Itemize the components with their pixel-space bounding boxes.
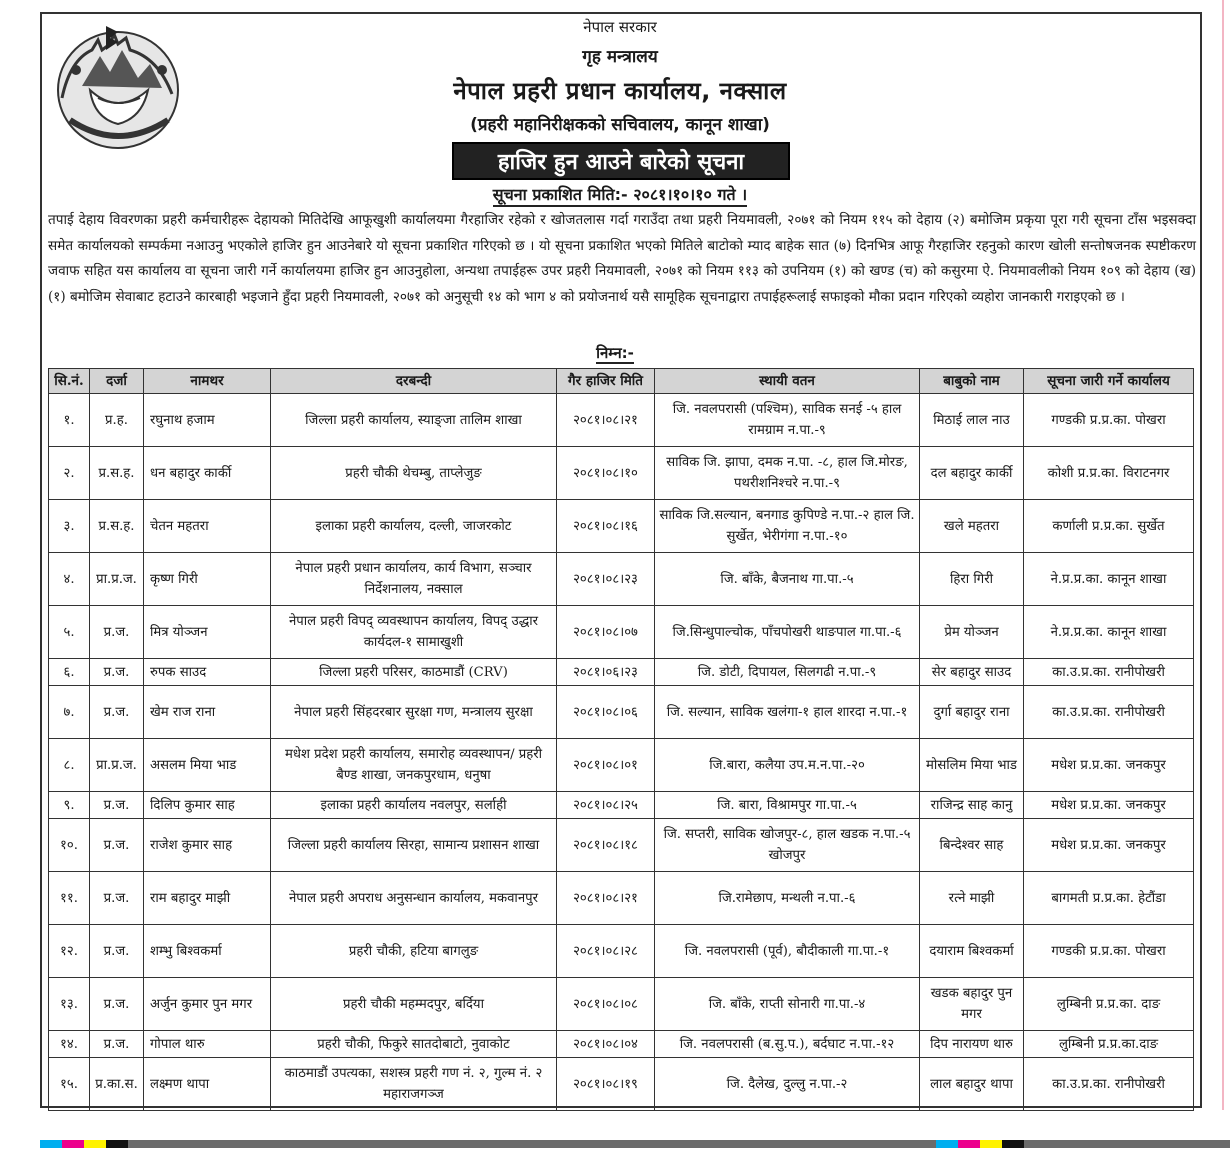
table-cell: खडक बहादुर पुन मगर <box>920 978 1024 1031</box>
list-label <box>0 343 1230 363</box>
table-cell: हिरा गिरी <box>920 553 1024 606</box>
table-cell: ने.प्र.प्र.का. कानून शाखा <box>1024 606 1194 659</box>
ministry-label: गृह मन्त्रालय <box>582 47 658 67</box>
table-cell: जिल्ला प्रहरी परिसर, काठमाडौं (CRV) <box>271 659 557 686</box>
table-cell: १४. <box>49 1031 90 1058</box>
table-cell: नेपाल प्रहरी विपद् व्यवस्थापन कार्यालय, विपद् उद्धार कार्यदल-१ सामाखुशी <box>271 606 557 659</box>
table-row <box>49 978 1194 1031</box>
table-row <box>49 659 1194 686</box>
table-cell: रत्ने माझी <box>920 872 1024 925</box>
color-swatch <box>40 1140 62 1148</box>
table-cell: सेर बहादुर साउद <box>920 659 1024 686</box>
table-cell: कोशी प्र.प्र.का. विराटनगर <box>1024 447 1194 500</box>
absentee-table <box>48 368 1194 1111</box>
table-cell: जि.सिन्धुपाल्चोक, पाँचपोखरी थाङपाल गा.पा.-६ <box>655 606 920 659</box>
table-row <box>49 819 1194 872</box>
table-cell: ९. <box>49 792 90 819</box>
table-cell: प्र.ह. <box>90 394 144 447</box>
table-cell: प्र.ज. <box>90 659 144 686</box>
office-subheading: (प्रहरी महानिरीक्षकको सचिवालय, कानून शाखा) <box>470 115 770 135</box>
table-cell: प्र.ज. <box>90 1031 144 1058</box>
table-cell: साविक जि. झापा, दमक न.पा. -८, हाल जि.मोरङ, पथरीशनिश्चरे न.पा.-९ <box>655 447 920 500</box>
table-cell: प्र.ज. <box>90 792 144 819</box>
color-swatch <box>980 1140 1002 1148</box>
table-cell: का.उ.प्र.का. रानीपोखरी <box>1024 1058 1194 1111</box>
table-cell: गण्डकी प्र.प्र.का. पोखरा <box>1024 394 1194 447</box>
table-cell: राजिन्द्र साह कानु <box>920 792 1024 819</box>
color-swatch <box>958 1140 980 1148</box>
office-title: नेपाल प्रहरी प्रधान कार्यालय, नक्साल <box>453 77 787 105</box>
table-cell: दिप नारायण थारु <box>920 1031 1024 1058</box>
table-header-row <box>49 369 1194 394</box>
nepal-emblem-icon <box>52 20 184 156</box>
table-cell: जि.रामेछाप, मन्थली न.पा.-६ <box>655 872 920 925</box>
table-cell: नेपाल प्रहरी सिंहदरबार सुरक्षा गण, मन्त्रालय सुरक्षा <box>271 686 557 739</box>
notice-title: हाजिर हुन आउने बारेको सूचना <box>452 142 790 180</box>
table-cell: जि. नवलपरासी (पूर्व), बौदीकाली गा.पा.-१ <box>655 925 920 978</box>
table-cell: मधेश प्र.प्र.का. जनकपुर <box>1024 819 1194 872</box>
table-cell: २०८१।०८।२५ <box>557 792 655 819</box>
table-cell: साविक जि.सल्यान, बनगाड कुपिण्डे न.पा.-२ हाल जि. सुर्खेत, भेरीगंगा न.पा.-१० <box>655 500 920 553</box>
grey-print-bar <box>128 1140 936 1148</box>
table-cell: २०८१।०८।०१ <box>557 739 655 792</box>
table-cell: दल बहादुर कार्की <box>920 447 1024 500</box>
table-cell: प्र.ज. <box>90 978 144 1031</box>
table-cell: प्रा.प्र.ज. <box>90 553 144 606</box>
table-cell: धन बहादुर कार्की <box>144 447 271 500</box>
table-row <box>49 792 1194 819</box>
table-cell: दयाराम बिश्वकर्मा <box>920 925 1024 978</box>
table-cell: प्र.ज. <box>90 925 144 978</box>
table-cell: प्र.ज. <box>90 819 144 872</box>
table-cell: लक्ष्मण थापा <box>144 1058 271 1111</box>
table-cell: गण्डकी प्र.प्र.का. पोखरा <box>1024 925 1194 978</box>
table-cell: अर्जुन कुमार पुन मगर <box>144 978 271 1031</box>
table-cell: ४. <box>49 553 90 606</box>
table-cell: २०८१।०६।२३ <box>557 659 655 686</box>
column-header: सि.नं. <box>49 369 90 394</box>
table-cell: लुम्बिनी प्र.प्र.का.दाङ <box>1024 1031 1194 1058</box>
color-swatch <box>84 1140 106 1148</box>
table-cell: प्रहरी चौकी, हटिया बागलुङ <box>271 925 557 978</box>
table-cell: राजेश कुमार साह <box>144 819 271 872</box>
table-row <box>49 686 1194 739</box>
table-cell: मोसलिम मिया भाड <box>920 739 1024 792</box>
table-cell: २०८१।०८।१६ <box>557 500 655 553</box>
government-label: नेपाल सरकार <box>583 18 657 36</box>
table-cell: जि. डोटी, दिपायल, सिलगढी न.पा.-९ <box>655 659 920 686</box>
table-cell: ८. <box>49 739 90 792</box>
table-cell: जि. दैलेख, दुल्लु न.पा.-२ <box>655 1058 920 1111</box>
table-cell: गोपाल थारु <box>144 1031 271 1058</box>
column-header: स्थायी वतन <box>655 369 920 394</box>
table-cell: ७. <box>49 686 90 739</box>
table-row <box>49 447 1194 500</box>
table-cell: जि. सल्यान, साविक खलंगा-१ हाल शारदा न.पा.-१ <box>655 686 920 739</box>
table-cell: इलाका प्रहरी कार्यालय नवलपुर, सर्लाही <box>271 792 557 819</box>
table-cell: ६. <box>49 659 90 686</box>
column-header: दरबन्दी <box>271 369 557 394</box>
table-cell: प्र.ज. <box>90 686 144 739</box>
table-cell: राम बहादुर माझी <box>144 872 271 925</box>
table-cell: मिठाई लाल नाउ <box>920 394 1024 447</box>
table-cell: नेपाल प्रहरी प्रधान कार्यालय, कार्य विभाग, सञ्चार निर्देशनालय, नक्साल <box>271 553 557 606</box>
column-header: सूचना जारी गर्ने कार्यालय <box>1024 369 1194 394</box>
table-cell: प्रा.प्र.ज. <box>90 739 144 792</box>
table-cell: १५. <box>49 1058 90 1111</box>
table-row <box>49 925 1194 978</box>
table-cell: जिल्ला प्रहरी कार्यालय सिरहा, सामान्य प्रशासन शाखा <box>271 819 557 872</box>
table-cell: २०८१।०८।२८ <box>557 925 655 978</box>
publish-date-text: सूचना प्रकाशित मिति:- २०८१।१०।१० गते । <box>493 185 747 207</box>
table-cell: जि. बाँके, राप्ती सोनारी गा.पा.-४ <box>655 978 920 1031</box>
table-cell: प्रहरी चौकी महम्मदपुर, बर्दिया <box>271 978 557 1031</box>
table-cell: प्र.का.स. <box>90 1058 144 1111</box>
grey-print-bar-right <box>1024 1140 1230 1148</box>
publish-date <box>200 183 1040 205</box>
table-cell: बिन्देश्वर साह <box>920 819 1024 872</box>
table-cell: कर्णाली प्र.प्र.का. सुर्खेत <box>1024 500 1194 553</box>
table-row <box>49 872 1194 925</box>
table-cell: प्र.ज. <box>90 606 144 659</box>
column-header: बाबुको नाम <box>920 369 1024 394</box>
column-header: गैर हाजिर मिति <box>557 369 655 394</box>
table-cell: मधेश प्रदेश प्रहरी कार्यालय, समारोह व्यवस्थापन/ प्रहरी बैण्ड शाखा, जनकपुरधाम, धनुषा <box>271 739 557 792</box>
table-row <box>49 553 1194 606</box>
table-cell: शम्भु बिश्वकर्मा <box>144 925 271 978</box>
notice-title-banner <box>452 142 790 180</box>
table-cell: १. <box>49 394 90 447</box>
table-row <box>49 1031 1194 1058</box>
table-row <box>49 500 1194 553</box>
table-cell: २०८१।०८।१८ <box>557 819 655 872</box>
table-cell: २०८१।०८।०६ <box>557 686 655 739</box>
table-cell: ३. <box>49 500 90 553</box>
table-row <box>49 739 1194 792</box>
table-cell: २. <box>49 447 90 500</box>
table-cell: कृष्ण गिरी <box>144 553 271 606</box>
table-cell: ने.प्र.प्र.का. कानून शाखा <box>1024 553 1194 606</box>
table-cell: रघुनाथ हजाम <box>144 394 271 447</box>
table-cell: १३. <box>49 978 90 1031</box>
table-cell: २०८१।०८।१९ <box>557 1058 655 1111</box>
table-cell: लुम्बिनी प्र.प्र.का. दाङ <box>1024 978 1194 1031</box>
table-cell: जि. बारा, विश्रामपुर गा.पा.-५ <box>655 792 920 819</box>
table-cell: २०८१।०८।०४ <box>557 1031 655 1058</box>
column-header: नामथर <box>144 369 271 394</box>
color-bar-right <box>936 1140 1024 1148</box>
color-swatch <box>106 1140 128 1148</box>
table-cell: का.उ.प्र.का. रानीपोखरी <box>1024 659 1194 686</box>
table-cell: २०८१।०८।०८ <box>557 978 655 1031</box>
table-cell: का.उ.प्र.का. रानीपोखरी <box>1024 686 1194 739</box>
table-cell: काठमाडौं उपत्यका, सशस्त्र प्रहरी गण नं. २, गुल्म नं. २ महाराजगञ्ज <box>271 1058 557 1111</box>
table-cell: असलम मिया भाड <box>144 739 271 792</box>
table-row <box>49 1058 1194 1111</box>
table-cell: २०८१।०८।१० <box>557 447 655 500</box>
table-cell: प्र.स.ह. <box>90 500 144 553</box>
table-cell: जि.बारा, कलैया उप.म.न.पा.-२० <box>655 739 920 792</box>
table-row <box>49 606 1194 659</box>
table-body <box>49 394 1194 1111</box>
table-cell: जि. सप्तरी, साविक खोजपुर-८, हाल खडक न.पा.-५ खोजपुर <box>655 819 920 872</box>
table-cell: मधेश प्र.प्र.का. जनकपुर <box>1024 739 1194 792</box>
table-cell: प्रहरी चौकी, फिकुरे सातदोबाटो, नुवाकोट <box>271 1031 557 1058</box>
table-cell: जि. नवलपरासी (ब.सु.प.), बर्दघाट न.पा.-१२ <box>655 1031 920 1058</box>
table-cell: प्र.ज. <box>90 872 144 925</box>
table-cell: प्र.स.ह. <box>90 447 144 500</box>
table-cell: दुर्गा बहादुर राना <box>920 686 1024 739</box>
table-cell: २०८१।०८।२१ <box>557 872 655 925</box>
table-cell: जि. नवलपरासी (पश्चिम), साविक सनई -५ हाल रामग्राम न.पा.-९ <box>655 394 920 447</box>
table-cell: दिलिप कुमार साह <box>144 792 271 819</box>
table-row <box>49 394 1194 447</box>
table-cell: इलाका प्रहरी कार्यालय, दल्ली, जाजरकोट <box>271 500 557 553</box>
table-cell: मित्र योञ्जन <box>144 606 271 659</box>
table-cell: ११. <box>49 872 90 925</box>
table-cell: जि. बाँके, बैजनाथ गा.पा.-५ <box>655 553 920 606</box>
table-cell: रुपक साउद <box>144 659 271 686</box>
table-cell: खेम राज राना <box>144 686 271 739</box>
table-cell: प्रहरी चौकी थेचम्बु, ताप्लेजुङ <box>271 447 557 500</box>
table-cell: २०८१।०८।२३ <box>557 553 655 606</box>
table-cell: १२. <box>49 925 90 978</box>
color-swatch <box>936 1140 958 1148</box>
table-cell: २०८१।०८।२१ <box>557 394 655 447</box>
table-cell: २०८१।०८।०७ <box>557 606 655 659</box>
table-cell: प्रेम योञ्जन <box>920 606 1024 659</box>
table-cell: बागमती प्र.प्र.का. हेटौंडा <box>1024 872 1194 925</box>
table-cell: जिल्ला प्रहरी कार्यालय, स्याङ्जा तालिम शाखा <box>271 394 557 447</box>
table-cell: मधेश प्र.प्र.का. जनकपुर <box>1024 792 1194 819</box>
notice-paragraph: तपाई देहाय विवरणका प्रहरी कर्मचारीहरू देहायको मितिदेखि आफूखुशी कार्यालयमा गैरहाजिर रहेको र खोजतलास गर्दा गराउँदा तथा प्रहरी नियमावली, २०७१ को नियम ११५ को देहाय (२) बमोजिम प्रकृया पूरा गरी सूचना टाँस भइसक्दा समेत कार्यालयको सम्पर्कमा नआउनु भएकोले हाजिर हुन आउनेबारे यो सूचना प्रकाशित गरिएको छ । यो सूचना प्रकाशित भएको मितिले बाटोको म्याद बाहेक सात (७) दिनभित्र आफू गैरहाजिर रहनुको कारण खोली सन्तोषजनक स्पष्टीकरण जवाफ सहित यस कार्यालय वा सूचना जारी गर्ने कार्यालयमा हाजिर हुन आउनुहोला, अन्यथा तपाईहरू उपर प्रहरी नियमावली, २०७१ को नियम ११३ को उपनियम (१) को खण्ड (च) को कसुरमा ऐ. नियमावलीको नियम १०९ को देहाय (ख) (१) बमोजिम सेवाबाट हटाउने कारबाही भइजाने हुँदा प्रहरी नियमावली, २०७१ को अनुसूची १४ को भाग ४ को प्रयोजनार्थ यसै सामूहिक सूचनाद्वारा तपाईहरूलाई सफाइको मौका प्रदान गरिएको व्यहोरा जानकारी गराइएको छ । <box>48 212 1197 305</box>
color-swatch <box>1002 1140 1024 1148</box>
column-header: दर्जा <box>90 369 144 394</box>
table-cell: ५. <box>49 606 90 659</box>
color-bar-left <box>40 1140 128 1148</box>
table-cell: चेतन महतरा <box>144 500 271 553</box>
table-cell: खले महतरा <box>920 500 1024 553</box>
list-label-text: निम्न:- <box>596 344 634 362</box>
table-cell: नेपाल प्रहरी अपराध अनुसन्धान कार्यालय, मकवानपुर <box>271 872 557 925</box>
color-swatch <box>62 1140 84 1148</box>
page-edge-rule <box>1222 0 1224 1110</box>
table-cell: १०. <box>49 819 90 872</box>
table-cell: लाल बहादुर थापा <box>920 1058 1024 1111</box>
